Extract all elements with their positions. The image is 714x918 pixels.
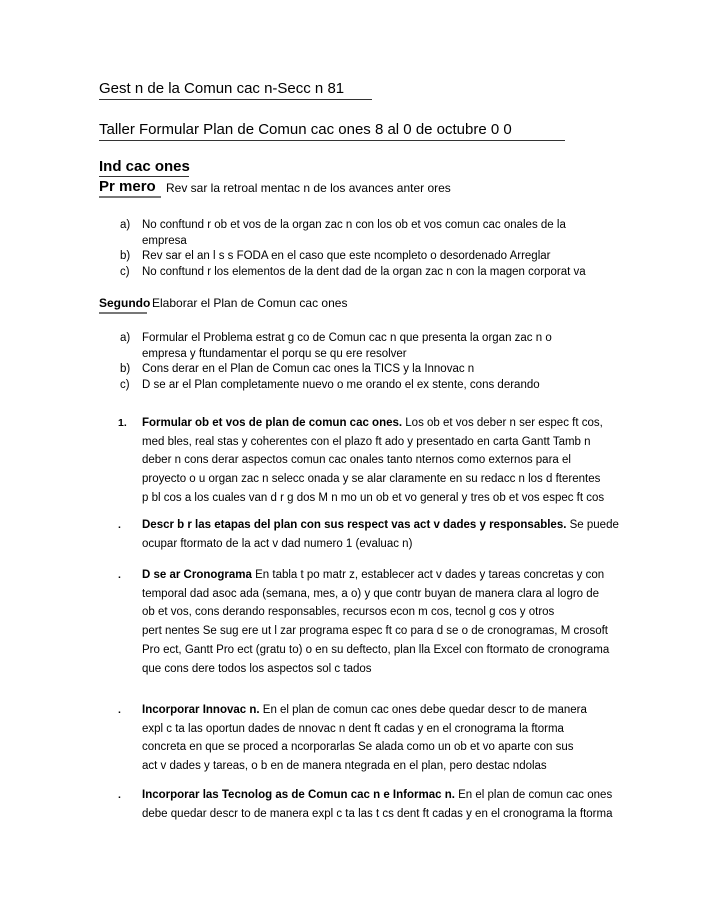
list-item: c) No conftund r los elementos de la dent dad de la organ zac n con la magen corporat va: [120, 265, 586, 278]
numbered-item-2: . Descr b r las etapas del plan con sus respect vas act v dades y responsables. Se puede ocupar ftormato de la act v dad numero 1 (evaluac n): [118, 519, 619, 550]
step-two-label: Segundo: [99, 296, 151, 310]
course-title: Gest n de la Comun cac n-Secc n 81: [99, 80, 345, 97]
numbered-item-3: . D se ar Cronograma En tabla t po matr z, establecer act v dades y tareas concretas y con temporal dad asoc ada (semana, mes, a o) y que contr buyan de manera clara al logro de ob et vos, cons derando responsables, recursos econ m cos, tecnol g cos y otros pert nentes Se sug ere ut l zar programa espec ft co para d se o de cronogramas, M crosoft Pro ect, Gantt Pro ect (gratu to) o en su deftecto, plan lla Excel con ftormato de cronograma que cons dere todos los aspectos sol c tados: [118, 569, 610, 675]
step-two-list: [120, 331, 625, 393]
list-item: a) Formular el Problema estrat g co de Comun cac n que presenta la organ zac n o: [120, 332, 552, 344]
step-one-list: [120, 218, 625, 280]
list-item: c) D se ar el Plan completamente nuevo o me orando el ex stente, cons derando: [120, 378, 540, 391]
step-two-underline: [99, 312, 147, 314]
step-two-text: Elaborar el Plan de Comun cac ones: [152, 296, 348, 310]
list-item: b) Rev sar el an l s s FODA en el caso que este ncompleto o desordenado Arreglar: [120, 250, 551, 262]
workshop-title-underline: [99, 140, 565, 141]
numbered-item-1: 1. Formular ob et vos de plan de comun cac ones. Los ob et vos deber n ser espec ft cos, med bles, real stas y coherentes con el plazo ft ado y presentado en carta Gantt Tamb n deber n cons derar aspectos comun cac onales tanto nternos como externos para el proyecto o u organ zac n selecc onada y se alar claramente en su redacc n los d fterentes p bl cos a los cuales van d r g dos M n mo un ob et vo general y tres ob et vos espec ft cos: [118, 417, 605, 504]
step-one-text: Rev sar la retroal mentac n de los avances anter ores: [166, 181, 451, 195]
course-title-underline: [99, 99, 372, 100]
step-one-underline: [99, 196, 161, 198]
instructions-heading: Ind cac ones: [99, 158, 190, 175]
step-one-label: Pr mero: [99, 178, 156, 195]
list-item: a) No conftund r ob et vos de la organ zac n con los ob et vos comun cac onales de la: [120, 219, 566, 231]
list-item: empresa: [142, 234, 187, 247]
instructions-underline: [99, 176, 189, 177]
list-item: b) Cons derar en el Plan de Comun cac ones la TICS y la Innovac n: [120, 363, 475, 375]
workshop-title: Taller Formular Plan de Comun cac ones 8 al 0 de octubre 0 0: [99, 121, 512, 138]
numbered-item-5: . Incorporar las Tecnolog as de Comun cac n e Informac n. En el plan de comun cac ones debe quedar descr to de manera expl c ta las t cs dent ft cadas y en el cronograma la ftorma: [118, 789, 613, 820]
list-item: empresa y ftundamentar el porqu se qu ere resolver: [142, 347, 407, 360]
numbered-item-4: . Incorporar Innovac n. En el plan de comun cac ones debe quedar descr to de manera expl c ta las oportun dades de nnovac n dent ft cadas y en el cronograma la ftorma concreta en que se proced a ncorporarlas Se alada como un ob et vo aparte con sus act v dades y tareas, o b en de manera ntegrada en el plan, pero destac ndolas: [118, 704, 587, 773]
